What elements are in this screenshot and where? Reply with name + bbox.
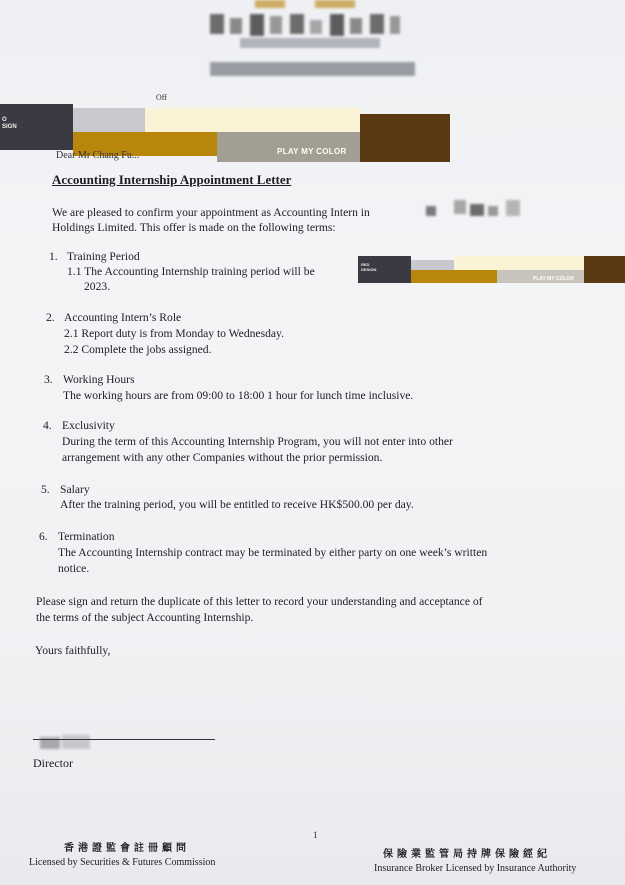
letter-title: Accounting Internship Appointment Letter xyxy=(52,172,292,187)
term-heading: Exclusivity xyxy=(62,419,115,432)
term-line: 2.1 Report duty is from Monday to Wednesday. xyxy=(64,327,284,340)
term-number: 3. xyxy=(44,373,53,386)
page-number: 1 xyxy=(313,830,318,840)
term-number: 4. xyxy=(43,419,52,432)
banner-play-text: PLAY MY COLOR xyxy=(277,147,347,156)
term-number: 6. xyxy=(39,530,48,543)
signature-line xyxy=(33,739,215,740)
intro-line-2: Holdings Limited. This offer is made on the following terms: xyxy=(52,221,336,234)
term-number: 5. xyxy=(41,483,50,496)
term-heading: Training Period xyxy=(67,250,140,263)
term-line: arrangement with any other Companies without the prior permission. xyxy=(62,451,383,464)
term-heading: Salary xyxy=(60,483,90,496)
term-line: 2.2 Complete the jobs assigned. xyxy=(64,343,212,356)
term-line: 1.1 The Accounting Internship training period will be xyxy=(67,265,315,278)
banner-sign-text: O SIGN xyxy=(2,117,17,130)
salutation: Dear Mr Chang Fu... xyxy=(56,150,140,161)
term-line: notice. xyxy=(58,562,90,575)
term-heading: Working Hours xyxy=(63,373,135,386)
term-line: The working hours are from 09:00 to 18:00 1 hour for lunch time inclusive. xyxy=(63,389,414,402)
redacted-signature xyxy=(34,733,94,753)
term-line: During the term of this Accounting Internship Program, you will not enter into other xyxy=(62,435,453,448)
term-heading: Accounting Intern’s Role xyxy=(64,311,182,324)
term-line: After the training period, you will be entitled to receive HK$500.00 per day. xyxy=(60,498,414,511)
intro-line-1: We are pleased to confirm your appointment as Accounting Intern in xyxy=(52,206,370,219)
closing-line-2: the terms of the subject Accounting Internship. xyxy=(36,611,254,624)
contact-office: Off xyxy=(156,93,167,102)
term-number: 1. xyxy=(49,250,58,263)
footer-ia-chinese: 保險業監管局持牌保險經紀 xyxy=(383,849,551,860)
signer-title: Director xyxy=(33,756,73,770)
redacted-letterhead xyxy=(200,0,430,90)
term-heading: Termination xyxy=(58,530,115,543)
footer-sfc-english: Licensed by Securities & Futures Commission xyxy=(29,857,216,868)
footer-sfc-chinese: 香港證監會註冊顧問 xyxy=(64,843,190,854)
term-number: 2. xyxy=(46,311,55,324)
term-line: The Accounting Internship contract may be terminated by either party on one week’s written xyxy=(58,546,488,559)
footer-ia-english: Insurance Broker Licensed by Insurance Authority xyxy=(374,863,577,874)
color-banner-overlay-2 xyxy=(358,256,625,283)
closing-line-1: Please sign and return the duplicate of this letter to record your understanding and acceptance of xyxy=(36,595,483,608)
redacted-company-name xyxy=(426,200,526,218)
banner2-play-text: PLAY MY COLOR xyxy=(533,276,575,282)
signoff: Yours faithfully, xyxy=(35,644,111,657)
term-line: 2023. xyxy=(84,280,111,293)
banner2-sign-text: RED DESIGN xyxy=(361,262,377,272)
